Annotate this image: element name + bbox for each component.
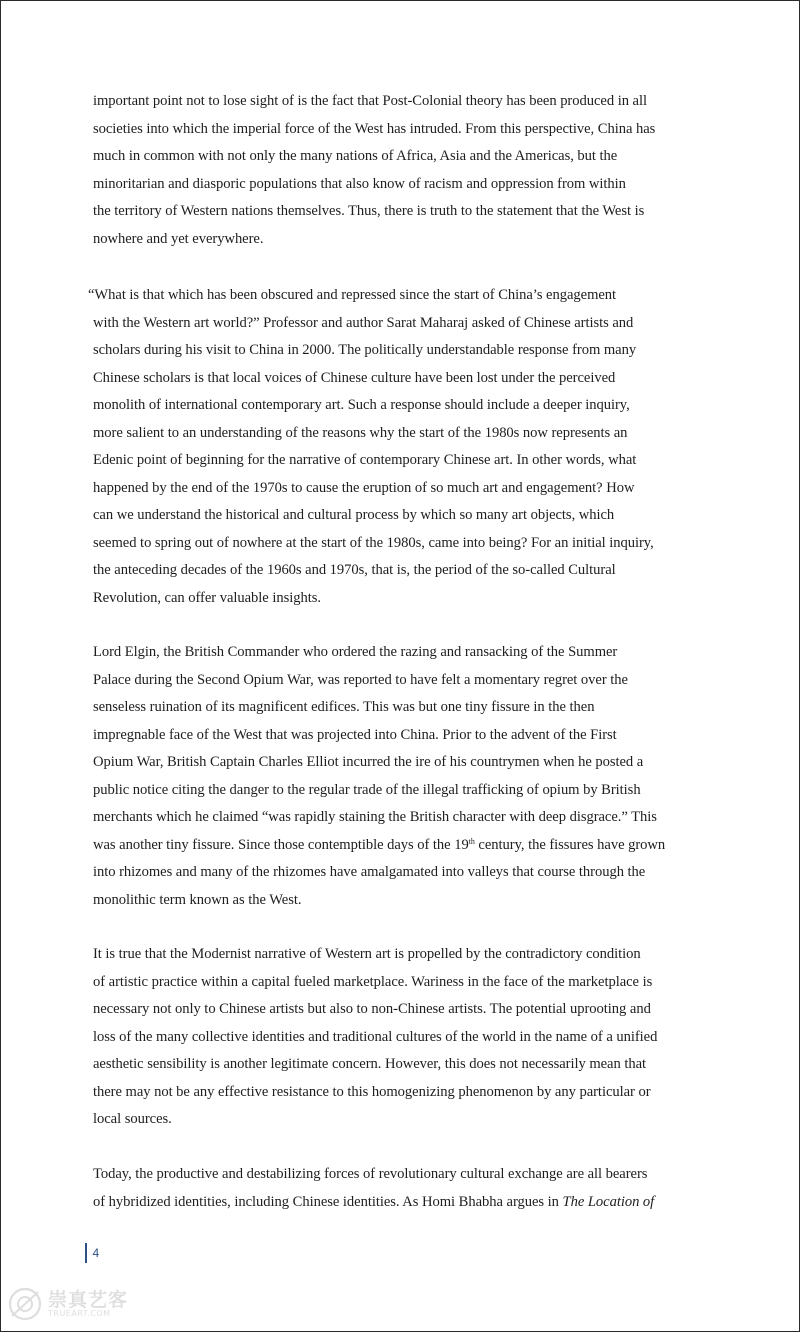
text-line: merchants which he claimed “was rapidly staining the British character with deep disgrace.” This <box>93 809 657 825</box>
text-line: It is true that the Modernist narrative of Western art is propelled by the contradictory condition <box>93 946 641 962</box>
text-line: impregnable face of the West that was projected into China. Prior to the advent of the First <box>93 726 617 743</box>
page-number <box>85 1242 99 1264</box>
text-line <box>93 1189 693 1217</box>
text-line: necessary not only to Chinese artists but also to non-Chinese artists. The potential uprooting and <box>93 1001 651 1017</box>
text-line: monolithic term known as the West. <box>93 891 302 908</box>
text-line: Edenic point of beginning for the narrative of contemporary Chinese art. In other words, what <box>93 452 637 468</box>
text-line: with the Western art world?” Professor and author Sarat Maharaj asked of Chinese artists and <box>93 314 634 331</box>
text-segment: was another tiny fissure. Since those contemptible days of the 19 <box>93 836 469 853</box>
text-line: loss of the many collective identities and traditional cultures of the world in the name of a unified <box>93 1028 658 1045</box>
text-line: seemed to spring out of nowhere at the start of the 1980s, came into being? For an initial inquiry, <box>93 534 654 551</box>
text-line: Revolution, can offer valuable insights. <box>93 589 321 606</box>
text-line: Palace during the Second Opium War, was reported to have felt a momentary regret over the <box>93 671 628 688</box>
paragraph-lord-elgin <box>93 639 693 914</box>
text-line: senseless ruination of its magnificent edifices. This was but one tiny fissure in the then <box>93 699 595 715</box>
text-line: societies into which the imperial force of the West has intruded. From this perspective, China has <box>93 120 656 137</box>
book-title: The Location of <box>562 1193 655 1210</box>
text-line: “What is that which has been obscured and repressed since the start of China’s engagement <box>88 287 617 303</box>
text-line <box>93 832 693 860</box>
text-line: Chinese scholars is that local voices of Chinese culture have been lost under the perceived <box>93 369 616 386</box>
text-line: local sources. <box>93 1111 172 1127</box>
watermark <box>4 1282 134 1326</box>
text-line: monolith of international contemporary art. Such a response should include a deeper inquiry, <box>93 397 630 413</box>
text-line: aesthetic sensibility is another legitimate concern. However, this does not necessarily mean that <box>93 1056 647 1072</box>
text-line: scholars during his visit to China in 2000. The politically understandable response from many <box>93 342 637 358</box>
paragraph-maharaj-question <box>88 282 688 612</box>
page-number-value: 4 <box>92 1246 100 1260</box>
paragraph-postcolonial <box>93 88 693 253</box>
text-segment: of hybridized identities, including Chinese identities. As Homi Bhabha argues in <box>93 1193 563 1210</box>
text-line: there may not be any effective resistance to this homogenizing phenomenon by any particular or <box>93 1083 651 1100</box>
text-line: important point not to lose sight of is the fact that Post-Colonial theory has been produced in all <box>93 93 647 109</box>
paragraph-modernist-narrative <box>93 941 693 1134</box>
text-line: can we understand the historical and cultural process by which so many art objects, which <box>93 507 615 523</box>
text-line: nowhere and yet everywhere. <box>93 230 264 247</box>
text-line: Today, the productive and destabilizing forces of revolutionary cultural exchange are all bearers <box>93 1166 648 1182</box>
text-line: public notice citing the danger to the regular trade of the illegal trafficking of opium by British <box>93 781 641 798</box>
text-segment: century, the fissures have grown <box>474 836 666 853</box>
page-number-rule <box>85 1243 87 1263</box>
text-line: Opium War, British Captain Charles Elliot incurred the ire of his countrymen when he posted a <box>93 754 644 770</box>
watermark-logo-icon <box>6 1286 44 1322</box>
text-line: much in common with not only the many nations of Africa, Asia and the Americas, but the <box>93 148 618 164</box>
text-line: into rhizomes and many of the rhizomes have amalgamated into valleys that course through the <box>93 864 646 880</box>
text-line: the territory of Western nations themselves. Thus, there is truth to the statement that the West is <box>93 203 645 219</box>
ordinal-superscript: th <box>468 836 475 846</box>
text-line: minoritarian and diasporic populations that also know of racism and oppression from within <box>93 175 626 192</box>
text-line: of artistic practice within a capital fueled marketplace. Wariness in the face of the marketplace is <box>93 973 653 990</box>
text-line: the anteceding decades of the 1960s and 1970s, that is, the period of the so-called Cultural <box>93 562 616 578</box>
watermark-text: 崇真艺客 <box>48 1289 129 1311</box>
text-line: Lord Elgin, the British Commander who ordered the razing and ransacking of the Summer <box>93 644 618 660</box>
watermark-subtext: TRUEART.COM <box>48 1309 111 1318</box>
paragraph-hybridized-identities <box>93 1161 693 1216</box>
text-line: more salient to an understanding of the reasons why the start of the 1980s now represents an <box>93 424 628 441</box>
text-line: happened by the end of the 1970s to cause the eruption of so much art and engagement? How <box>93 479 635 496</box>
